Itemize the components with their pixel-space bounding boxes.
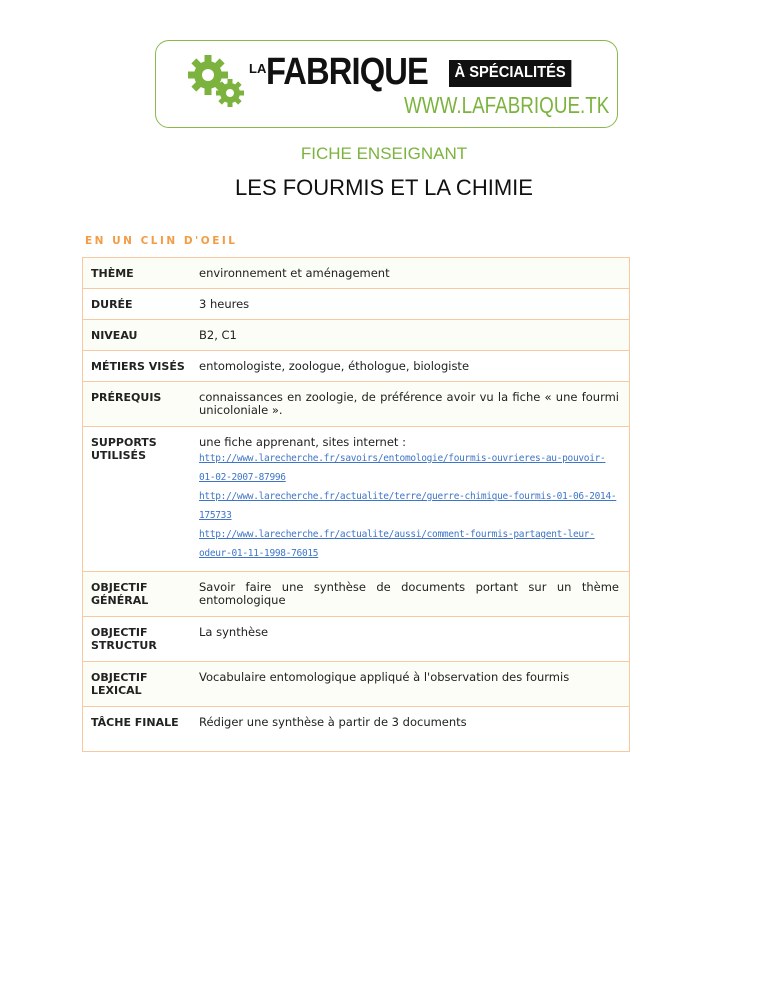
table-row-metiers — [83, 351, 630, 382]
row-value: entomologiste, zoologue, éthologue, biologiste — [199, 359, 470, 373]
row-value: Vocabulaire entomologique appliqué à l'observation des fourmis — [199, 670, 570, 684]
row-value: B2, C1 — [199, 328, 237, 342]
gears-icon — [186, 51, 248, 111]
row-label: SUPPORTS UTILISÉS — [91, 436, 157, 462]
row-label: PRÉREQUIS — [91, 391, 162, 404]
page-title: LES FOURMIS ET LA CHIMIE — [235, 175, 533, 200]
row-value: La synthèse — [199, 625, 269, 639]
logo-name: FABRIQUE — [266, 51, 428, 93]
table-row-niveau — [83, 320, 630, 351]
page-kicker: FICHE ENSEIGNANT — [300, 144, 468, 163]
resource-link[interactable]: http://www.larecherche.fr/savoirs/entomologie/fourmis-ouvrieres-au-pouvoir-01-02-2007-87996 — [199, 453, 606, 483]
row-value: une fiche apprenant, sites internet : — [199, 435, 406, 449]
row-label: DURÉE — [91, 298, 133, 311]
table-row-objectif-structur — [83, 617, 630, 662]
resource-link[interactable]: http://www.larecherche.fr/actualite/aussi/comment-fourmis-partagent-leur-odeur-01-11-1998-76015 — [199, 529, 595, 559]
section-title: EN UN CLIN D'OEIL — [85, 235, 238, 247]
info-table — [82, 257, 630, 752]
table-row-objectif-general — [83, 572, 630, 617]
logo-url: WWW.LAFABRIQUE.TK — [404, 92, 610, 118]
row-label: OBJECTIF STRUCTUR — [91, 626, 157, 652]
resource-link[interactable]: http://www.larecherche.fr/actualite/terre/guerre-chimique-fourmis-01-06-2014-175733 — [199, 491, 617, 521]
row-label: TÂCHE FINALE — [91, 716, 179, 729]
row-value: environnement et aménagement — [199, 266, 390, 280]
logo-prefix: LA — [249, 61, 267, 76]
row-value: 3 heures — [199, 297, 250, 311]
row-label: OBJECTIF GÉNÉRAL — [91, 581, 149, 607]
table-row-duree — [83, 289, 630, 320]
row-label: NIVEAU — [91, 329, 138, 342]
table-row-supports — [83, 427, 630, 572]
row-label: OBJECTIF LEXICAL — [91, 671, 148, 697]
row-label: MÉTIERS VISÉS — [91, 360, 185, 373]
row-label: THÈME — [91, 267, 134, 280]
row-value: Savoir faire une synthèse de documents portant sur un thème entomologique — [199, 580, 619, 607]
table-row-tache-finale — [83, 707, 630, 752]
row-value: connaissances en zoologie, de préférence avoir vu la fiche « une fourmi unicoloniale ». — [199, 390, 619, 417]
table-row-theme — [83, 258, 630, 289]
table-row-prerequis — [83, 382, 630, 427]
row-value: Rédiger une synthèse à partir de 3 documents — [199, 715, 467, 729]
table-row-objectif-lexical — [83, 662, 630, 707]
logo-tagline: À SPÉCIALITÉS — [449, 60, 571, 87]
logo — [155, 40, 618, 128]
